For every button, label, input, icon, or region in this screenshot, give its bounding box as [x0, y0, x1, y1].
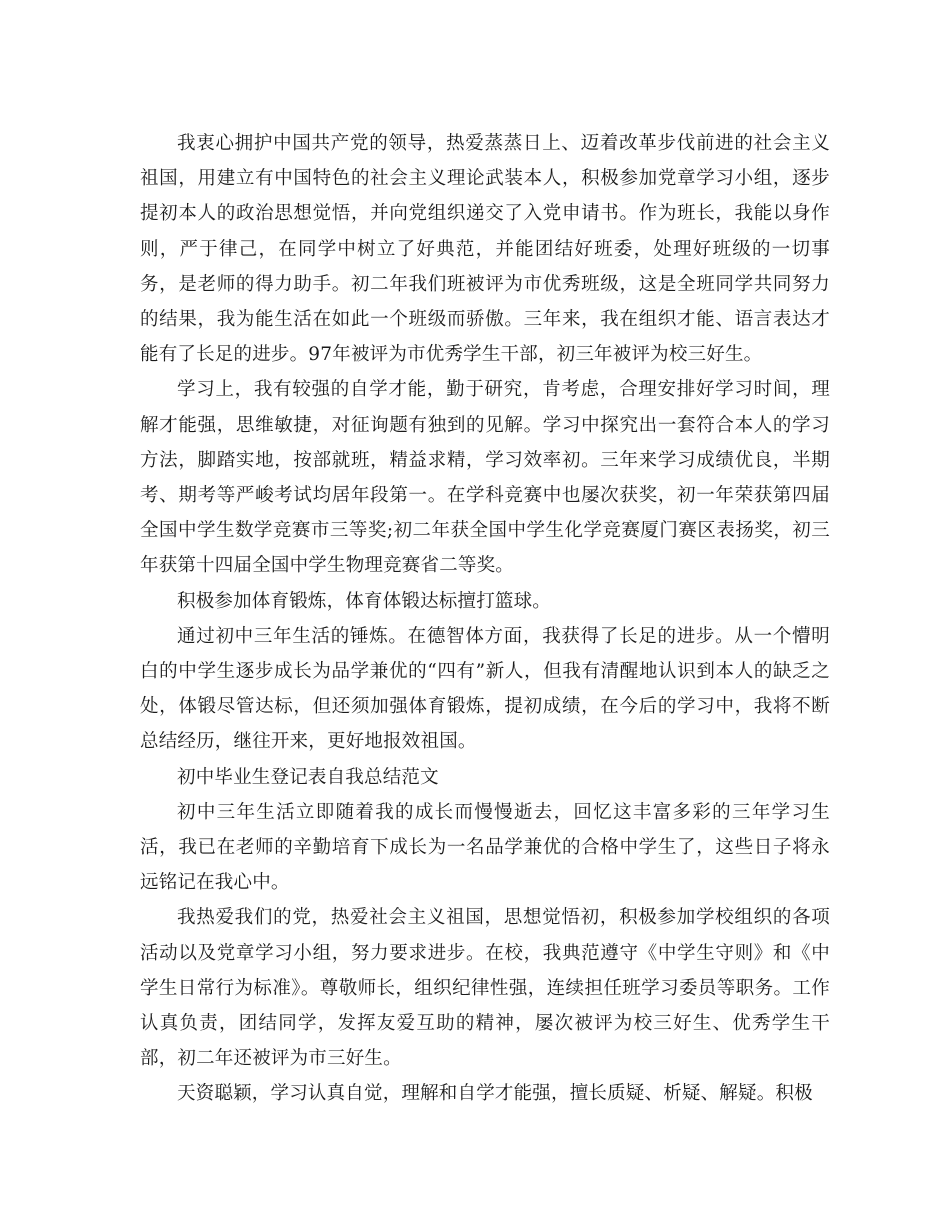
paragraph-intro: 初中三年生活立即随着我的成长而慢慢逝去，回忆这丰富多彩的三年学习生活，我已在老师的辛勤培育下成长为一名品学兼优的合格中学生了，这些日子将永远铭记在我心中。	[140, 801, 830, 894]
document-body	[140, 126, 830, 1112]
paragraph-sports: 积极参加体育锻炼，体育体锻达标擅打篮球。	[177, 590, 552, 612]
paragraph-study: 学习上，我有较强的自学才能，勤于研究，肯考虑，合理安排好学习时间，理解才能强，思维敏捷，对征询题有独到的见解。学习中探究出一套符合本人的学习方法，脚踏实地，按部就班，精益求精，学习效率初。三年来学习成绩优良，半期考、期考等严峻考试均居年段第一。在学科竞赛中也屡次获奖，初一年荣获第四届全国中学生数学竞赛市三等奖;初二年获全国中学生化学竞赛厦门赛区表扬奖，初三年获第十四届全国中学生物理竞赛省二等奖。	[140, 379, 830, 577]
paragraph-party: 我热爱我们的党，热爱社会主义祖国，思想觉悟初，积极参加学校组织的各项活动以及党章学习小组，努力要求进步。在校，我典范遵守《中学生守则》和《中学生日常行为标准》。尊敬师长，组织纪律性强，连续担任班学习委员等职务。工作认真负责，团结同学，发挥友爱互助的精神，屡次被评为校三好生、优秀学生干部，初二年还被评为市三好生。	[140, 907, 830, 1070]
paragraph-summary: 通过初中三年生活的锤炼。在德智体方面，我获得了长足的进步。从一个懵明白的中学生逐步成长为品学兼优的“四有”新人，但我有清醒地认识到本人的缺乏之处，体锻尽管达标，但还须加强体育锻炼，提初成绩，在今后的学习中，我将不断总结经历，继往开来，更好地报效祖国。	[140, 625, 830, 753]
paragraph-political-stance: 我衷心拥护中国共产党的领导，热爱蒸蒸日上、迈着改革步伐前进的社会主义祖国，用建立有中国特色的社会主义理论武装本人，积极参加党章学习小组，逐步提初本人的政治思想觉悟，并向党组织递交了入党申请书。作为班长，我能以身作则，严于律己，在同学中树立了好典范，并能团结好班委，处理好班级的一切事务，是老师的得力助手。初二年我们班被评为市优秀班级，这是全班同学共同努力的结果，我为能生活在如此一个班级而骄傲。三年来，我在组织才能、语言表达才能有了长足的进步。97年被评为市优秀学生干部，初三年被评为校三好生。	[140, 133, 830, 366]
paragraph-learning: 天资聪颖，学习认真自觉，理解和自学才能强，擅长质疑、析疑、解疑。积极	[177, 1083, 813, 1105]
section-heading: 初中毕业生登记表自我总结范文	[177, 766, 439, 788]
